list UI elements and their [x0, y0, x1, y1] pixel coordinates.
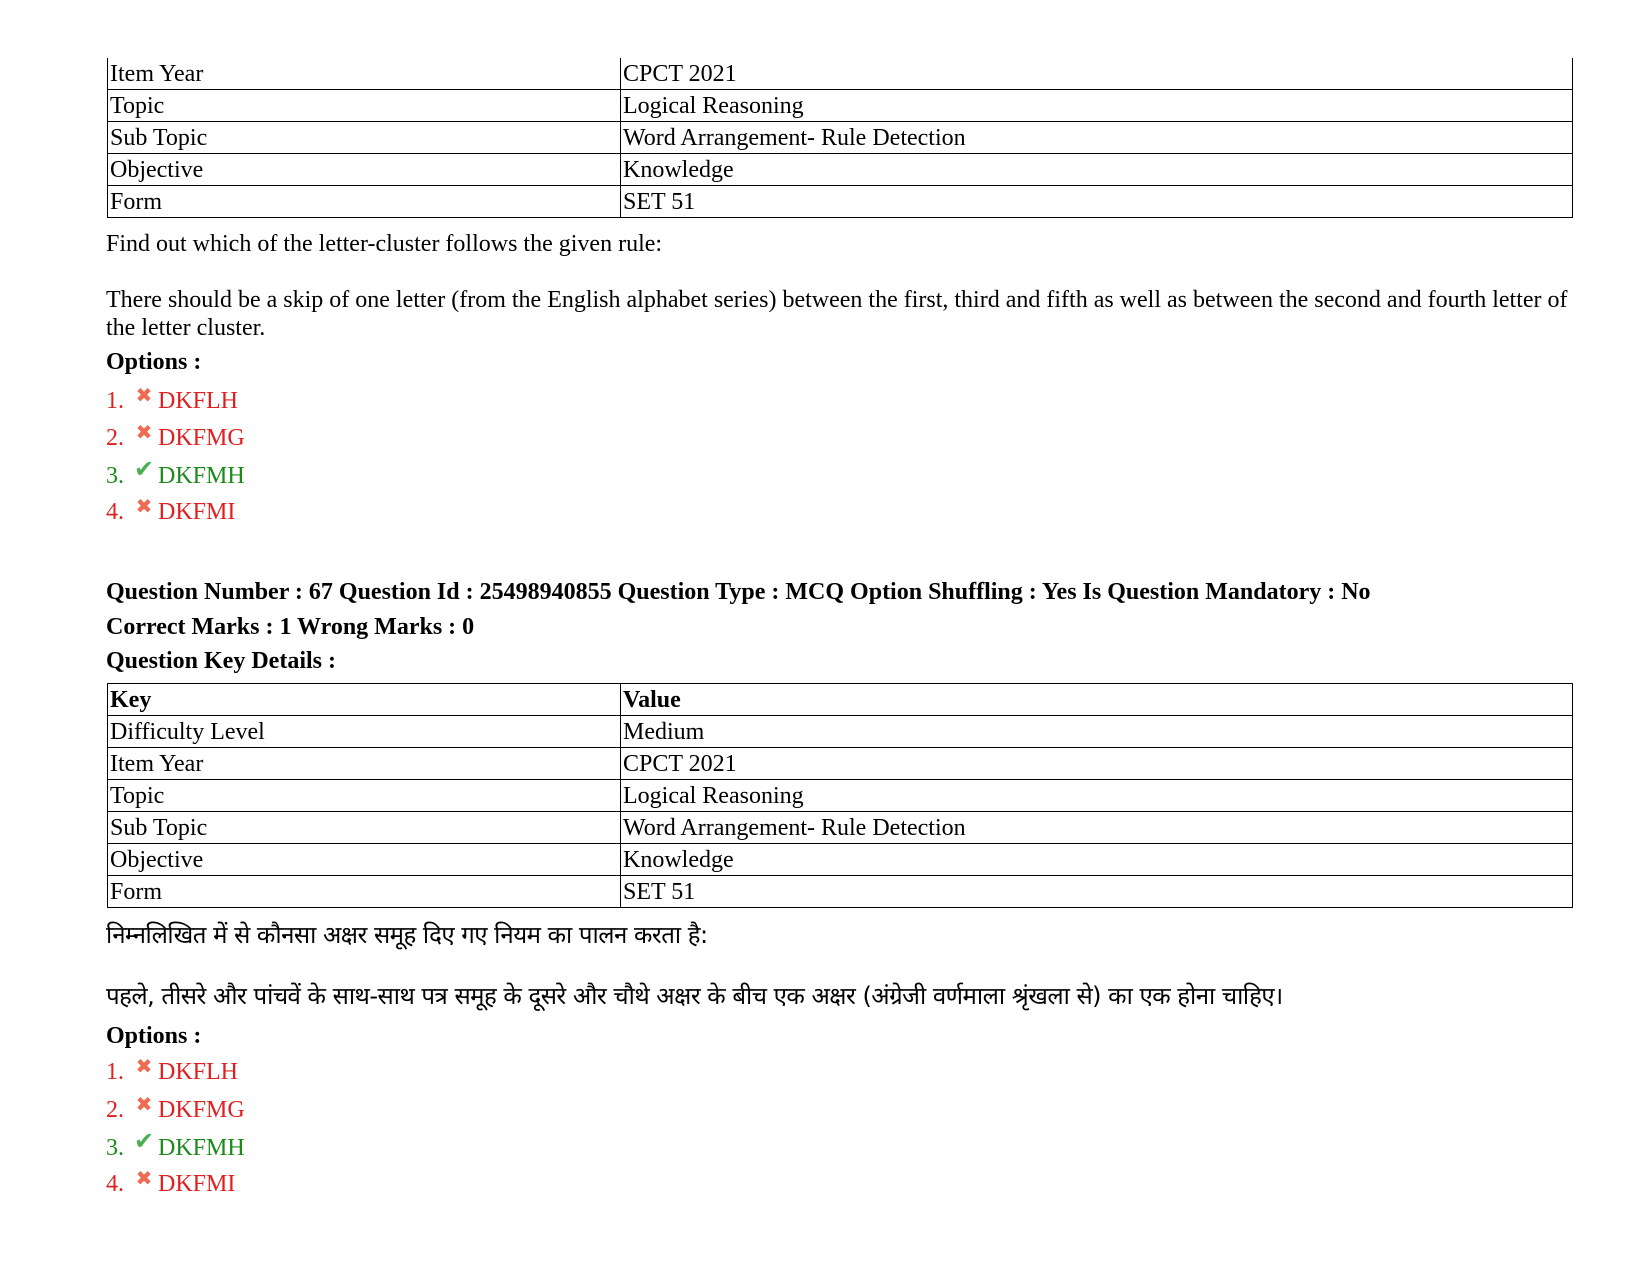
option-label: DKFLH — [158, 388, 239, 414]
table-value-cell: Logical Reasoning — [621, 780, 1573, 812]
table-row — [108, 186, 1573, 218]
option-3 — [106, 455, 245, 490]
option-3 — [106, 1127, 245, 1162]
table-value-cell: CPCT 2021 — [621, 748, 1573, 780]
key-details-heading: Question Key Details : — [106, 648, 336, 674]
table-value-cell: CPCT 2021 — [621, 58, 1573, 90]
option-number: 3. — [106, 463, 124, 489]
option-number: 3. — [106, 1135, 124, 1161]
hindi-question-prompt: निम्नलिखित में से कौनसा अक्षर समूह दिए गए नियम का पालन करता है: — [106, 921, 708, 949]
table-row — [108, 122, 1573, 154]
option-number: 4. — [106, 499, 124, 525]
table-key-cell: Objective — [108, 154, 621, 186]
hindi-question-rule: पहले, तीसरे और पांचवें के साथ-साथ पत्र समूह के दूसरे और चौथे अक्षर के बीच एक अक्षर (अंग्रेजी वर्णमाला श्रृंखला से) का एक होना चाहिए। — [106, 982, 1283, 1010]
cross-icon: ✖ — [135, 1092, 153, 1116]
cross-icon: ✖ — [135, 383, 153, 407]
question-prompt: Find out which of the letter-cluster follows the given rule: — [106, 231, 663, 257]
table-row — [108, 812, 1573, 844]
table-key-cell: Sub Topic — [108, 812, 621, 844]
option-number: 2. — [106, 1097, 124, 1123]
table-row — [108, 58, 1573, 90]
options-heading: Options : — [106, 1023, 202, 1049]
options-heading: Options : — [106, 349, 202, 375]
table-value-cell: Logical Reasoning — [621, 90, 1573, 122]
option-2 — [106, 1092, 245, 1124]
table-value-cell: Word Arrangement- Rule Detection — [621, 122, 1573, 154]
check-icon: ✔ — [133, 455, 155, 483]
question-key-details-table — [107, 683, 1573, 908]
table-key-cell: Topic — [108, 780, 621, 812]
table-key-cell: Form — [108, 876, 621, 908]
option-2 — [106, 420, 245, 452]
table-value-cell: Word Arrangement- Rule Detection — [621, 812, 1573, 844]
table-row — [108, 780, 1573, 812]
table-row — [108, 90, 1573, 122]
table-value-cell: Knowledge — [621, 844, 1573, 876]
table-key-cell: Sub Topic — [108, 122, 621, 154]
option-label: DKFLH — [158, 1059, 239, 1085]
table-key-cell: Difficulty Level — [108, 716, 621, 748]
table-value-cell: Knowledge — [621, 154, 1573, 186]
check-icon: ✔ — [133, 1127, 155, 1155]
option-4 — [106, 494, 236, 526]
table-row — [108, 154, 1573, 186]
cross-icon: ✖ — [135, 420, 153, 444]
table-value-cell: SET 51 — [621, 876, 1573, 908]
option-label: DKFMH — [158, 463, 245, 489]
option-4 — [106, 1166, 236, 1198]
option-label: DKFMI — [158, 1171, 236, 1197]
table-header-row — [108, 684, 1573, 716]
option-label: DKFMI — [158, 499, 236, 525]
option-number: 1. — [106, 1059, 124, 1085]
table-key-cell: Form — [108, 186, 621, 218]
table-key-cell: Topic — [108, 90, 621, 122]
table-value-cell: Medium — [621, 716, 1573, 748]
question-details-table-top — [107, 58, 1573, 218]
option-number: 4. — [106, 1171, 124, 1197]
table-value-cell: SET 51 — [621, 186, 1573, 218]
table-header-value: Value — [621, 684, 1573, 716]
option-1 — [106, 1054, 239, 1086]
table-key-cell: Item Year — [108, 58, 621, 90]
option-label: DKFMH — [158, 1135, 245, 1161]
question-rule: There should be a skip of one letter (from the English alphabet series) between the first, third and fifth as well as between the second and fourth letter of the letter cluster. — [106, 287, 1568, 341]
option-number: 1. — [106, 388, 124, 414]
cross-icon: ✖ — [135, 1166, 153, 1190]
table-row — [108, 748, 1573, 780]
table-key-cell: Objective — [108, 844, 621, 876]
cross-icon: ✖ — [135, 494, 153, 518]
option-1 — [106, 383, 239, 415]
table-row — [108, 844, 1573, 876]
table-key-cell: Item Year — [108, 748, 621, 780]
table-row — [108, 716, 1573, 748]
marks-line: Correct Marks : 1 Wrong Marks : 0 — [106, 614, 475, 640]
table-header-key: Key — [108, 684, 621, 716]
option-label: DKFMG — [158, 425, 245, 451]
table-row — [108, 876, 1573, 908]
cross-icon: ✖ — [135, 1054, 153, 1078]
option-number: 2. — [106, 425, 124, 451]
option-label: DKFMG — [158, 1097, 245, 1123]
question-meta-line: Question Number : 67 Question Id : 25498940855 Question Type : MCQ Option Shuffling : Yes Is Question Mandatory : No — [106, 579, 1371, 605]
